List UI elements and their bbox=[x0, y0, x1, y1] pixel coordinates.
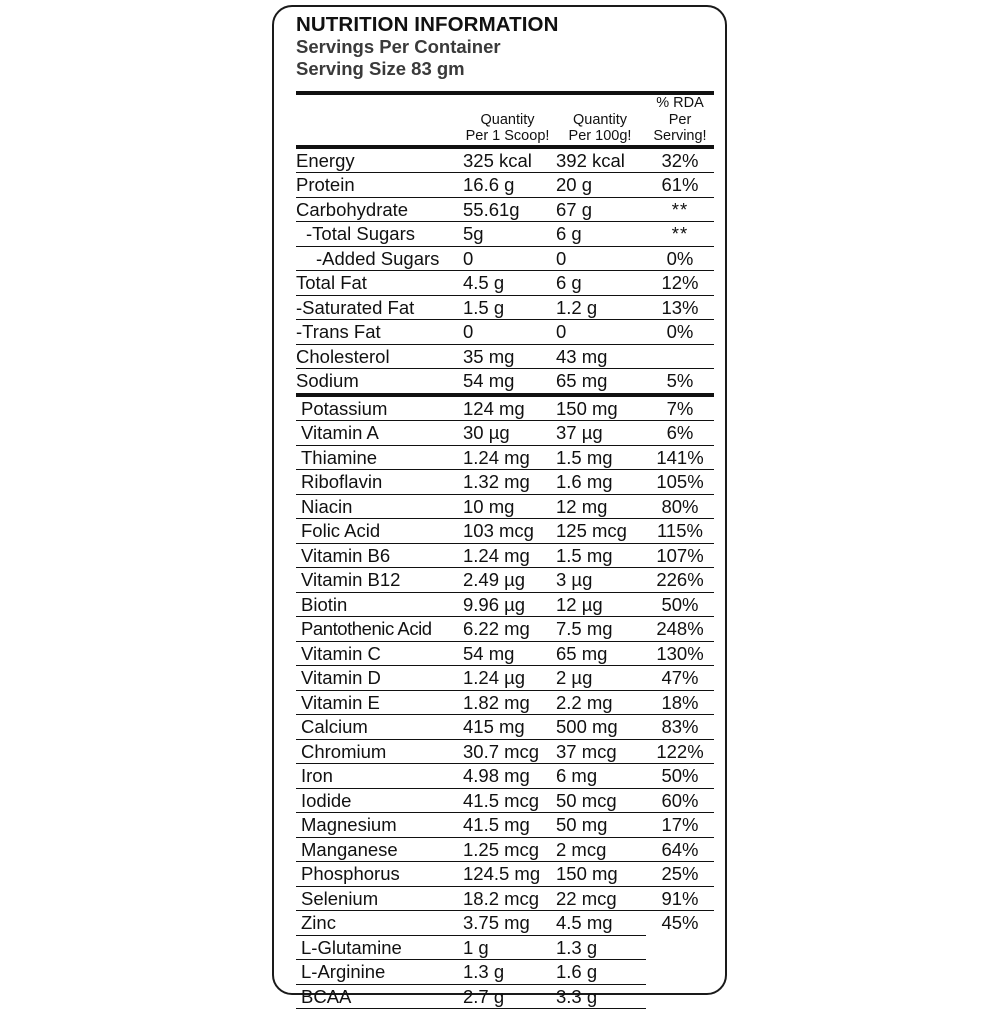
value-per-100g: 67 g bbox=[556, 198, 593, 220]
table-row bbox=[296, 886, 714, 910]
value-per-scoop: 55.61g bbox=[463, 198, 520, 220]
nutrient-name: Vitamin A bbox=[301, 422, 379, 443]
value-per-100g: 12 µg bbox=[556, 593, 603, 615]
value-per-100g: 1.2 g bbox=[556, 296, 598, 318]
value-per-scoop: 2.49 µg bbox=[463, 569, 526, 590]
value-rda-percent: 64% bbox=[661, 838, 699, 860]
column-header-per-scoop bbox=[461, 93, 554, 145]
value-rda-percent: 122% bbox=[656, 740, 704, 762]
value-per-scoop: 3.75 mg bbox=[463, 912, 530, 933]
value-per-scoop: 54 mg bbox=[463, 370, 515, 391]
value-per-scoop: 1.24 mg bbox=[463, 446, 530, 468]
value-per-scoop: 10 mg bbox=[463, 495, 515, 517]
value-rda-percent: 5% bbox=[666, 370, 694, 391]
table-row bbox=[296, 271, 714, 295]
value-per-100g: 50 mg bbox=[556, 814, 608, 835]
value-per-scoop: 4.5 g bbox=[463, 272, 505, 293]
value-per-100g: 37 mcg bbox=[556, 740, 617, 762]
nutrient-name: Protein bbox=[296, 174, 355, 195]
table-row bbox=[296, 837, 714, 861]
nutrient-name: -Saturated Fat bbox=[296, 296, 415, 318]
nutrient-name: Zinc bbox=[301, 912, 336, 933]
value-rda-percent: 60% bbox=[661, 789, 699, 811]
value-rda-percent bbox=[646, 960, 714, 984]
nutrient-name: Vitamin D bbox=[301, 667, 381, 688]
value-per-100g: 1.3 g bbox=[556, 936, 598, 958]
table-row bbox=[296, 197, 714, 221]
value-per-100g: 3.3 g bbox=[556, 985, 598, 1007]
value-rda-percent: 47% bbox=[661, 667, 699, 688]
value-rda-percent: 32% bbox=[661, 149, 699, 171]
value-per-100g: 2.2 mg bbox=[556, 691, 613, 713]
nutrient-name: Chromium bbox=[301, 740, 387, 762]
value-per-scoop: 18.2 mcg bbox=[463, 887, 540, 909]
table-row bbox=[296, 764, 714, 788]
table-row bbox=[296, 592, 714, 616]
nutrient-name: BCAA bbox=[301, 985, 352, 1007]
value-per-100g: 65 mg bbox=[556, 370, 608, 391]
value-per-100g: 50 mcg bbox=[556, 789, 617, 811]
value-per-100g: 1.6 g bbox=[556, 961, 598, 982]
value-per-100g: 1.5 mg bbox=[556, 544, 613, 566]
value-rda-percent: 91% bbox=[661, 887, 699, 909]
table-row bbox=[296, 568, 714, 592]
nutrition-table bbox=[296, 86, 714, 1009]
table-row bbox=[296, 788, 714, 812]
value-per-100g: 12 mg bbox=[556, 495, 608, 517]
value-per-100g: 4.5 mg bbox=[556, 912, 613, 933]
value-per-scoop: 325 kcal bbox=[463, 149, 532, 171]
value-per-100g: 1.6 mg bbox=[556, 471, 613, 492]
column-header-rda-line2: Serving! bbox=[653, 128, 707, 144]
value-per-scoop: 124.5 mg bbox=[463, 863, 541, 884]
value-per-scoop: 6.22 mg bbox=[463, 618, 530, 639]
value-rda-percent: 141% bbox=[656, 446, 704, 468]
table-row bbox=[296, 911, 714, 935]
value-per-scoop: 2.7 g bbox=[463, 985, 505, 1007]
table-row bbox=[296, 295, 714, 319]
table-row bbox=[296, 935, 714, 959]
value-per-100g: 22 mcg bbox=[556, 887, 617, 909]
table-row bbox=[296, 715, 714, 739]
table-row bbox=[296, 617, 714, 641]
value-rda-percent: 0% bbox=[666, 247, 694, 269]
nutrient-name: Magnesium bbox=[301, 814, 397, 835]
value-per-100g: 150 mg bbox=[556, 397, 618, 419]
table-row bbox=[296, 445, 714, 469]
nutrient-name: L-Arginine bbox=[301, 961, 386, 982]
table-header-row bbox=[296, 93, 714, 145]
table-row bbox=[296, 421, 714, 445]
value-rda-percent: 18% bbox=[661, 691, 699, 713]
nutrient-name: Sodium bbox=[296, 370, 359, 391]
value-per-scoop: 5g bbox=[463, 223, 484, 244]
value-per-scoop: 1.82 mg bbox=[463, 691, 530, 713]
value-rda-percent: 83% bbox=[661, 716, 699, 737]
divider-thin bbox=[296, 1008, 714, 1009]
table-row bbox=[296, 344, 714, 368]
value-rda-percent: 107% bbox=[656, 544, 704, 566]
value-per-scoop: 41.5 mg bbox=[463, 814, 530, 835]
nutrient-name: Vitamin B6 bbox=[301, 544, 391, 566]
table-row bbox=[296, 147, 714, 173]
table-row bbox=[296, 246, 714, 270]
value-per-scoop: 124 mg bbox=[463, 397, 525, 419]
value-per-100g: 1.5 mg bbox=[556, 446, 613, 468]
value-rda-percent: 115% bbox=[657, 520, 703, 541]
column-header-per-100g-line2: Per 100g! bbox=[568, 128, 632, 144]
table-row bbox=[296, 395, 714, 421]
table-row bbox=[296, 641, 714, 665]
nutrient-name: Vitamin E bbox=[301, 691, 380, 713]
value-per-scoop: 103 mcg bbox=[463, 520, 534, 541]
value-per-scoop: 1.24 µg bbox=[463, 667, 526, 688]
table-row bbox=[296, 690, 714, 714]
nutrient-name: Potassium bbox=[301, 397, 388, 419]
table-row bbox=[296, 543, 714, 567]
value-rda-percent: 7% bbox=[666, 397, 694, 419]
value-per-scoop: 30 µg bbox=[463, 422, 510, 443]
value-rda-percent: 130% bbox=[656, 642, 704, 664]
column-header-per-scoop-line2: Per 1 Scoop! bbox=[465, 128, 550, 144]
value-per-100g: 65 mg bbox=[556, 642, 608, 664]
value-per-scoop: 54 mg bbox=[463, 642, 515, 664]
table-row bbox=[296, 862, 714, 886]
nutrient-name: Thiamine bbox=[301, 446, 378, 468]
value-per-scoop: 1.3 g bbox=[463, 961, 505, 982]
table-row bbox=[296, 519, 714, 543]
value-per-100g: 43 mg bbox=[556, 345, 608, 367]
nutrient-name: Pantothenic Acid bbox=[301, 618, 432, 639]
nutrient-name: Iodide bbox=[301, 789, 352, 811]
value-per-scoop: 41.5 mcg bbox=[463, 789, 540, 811]
value-per-scoop: 1.32 mg bbox=[463, 471, 530, 492]
value-rda-percent: 0% bbox=[666, 321, 694, 342]
nutrient-name: Cholesterol bbox=[296, 345, 390, 367]
nutrient-name: Niacin bbox=[301, 495, 353, 517]
serving-size: Serving Size 83 gm bbox=[296, 58, 465, 79]
value-per-100g: 150 mg bbox=[556, 863, 618, 884]
nutrient-name: Carbohydrate bbox=[296, 198, 409, 220]
value-per-scoop: 16.6 g bbox=[463, 174, 515, 195]
value-rda-percent: 226% bbox=[656, 569, 704, 590]
nutrition-label-panel bbox=[272, 5, 727, 1007]
value-per-scoop: 9.96 µg bbox=[463, 593, 526, 615]
value-per-scoop: 1.25 mcg bbox=[463, 838, 540, 860]
value-rda-percent: 17% bbox=[661, 814, 699, 835]
column-header-per-scoop-line1: Quantity bbox=[480, 111, 535, 128]
value-rda-percent: 12% bbox=[661, 272, 699, 293]
value-per-100g: 37 µg bbox=[556, 422, 603, 443]
value-rda-percent: 80% bbox=[661, 495, 699, 517]
column-header-per-100g-line1: Quantity bbox=[573, 111, 627, 128]
nutrient-name: Energy bbox=[296, 149, 355, 171]
value-rda-percent: 25% bbox=[661, 863, 699, 884]
value-per-100g: 6 g bbox=[556, 272, 582, 293]
column-header-per-100g bbox=[554, 93, 646, 145]
value-rda-percent: ** bbox=[671, 223, 689, 244]
value-per-scoop: 4.98 mg bbox=[463, 765, 530, 786]
value-per-100g: 6 g bbox=[556, 223, 582, 244]
column-header-rda bbox=[646, 93, 714, 145]
value-per-100g: 20 g bbox=[556, 174, 593, 195]
nutrient-name: -Total Sugars bbox=[306, 223, 415, 244]
value-per-scoop: 35 mg bbox=[463, 345, 515, 367]
table-row bbox=[296, 222, 714, 246]
value-per-100g: 3 µg bbox=[556, 569, 593, 590]
table-row bbox=[296, 320, 714, 344]
table-row bbox=[296, 494, 714, 518]
value-per-scoop: 1 g bbox=[463, 936, 489, 958]
table-row bbox=[296, 369, 714, 393]
value-per-100g: 2 µg bbox=[556, 667, 593, 688]
value-rda-percent: 248% bbox=[656, 618, 704, 639]
value-per-100g: 392 kcal bbox=[556, 149, 625, 171]
nutrient-name: Phosphorus bbox=[301, 863, 400, 884]
nutrient-name: Total Fat bbox=[296, 272, 367, 293]
nutrient-name: Riboflavin bbox=[301, 471, 383, 492]
value-per-scoop: 1.24 mg bbox=[463, 544, 530, 566]
nutrient-name: Calcium bbox=[301, 716, 368, 737]
nutrient-name: Biotin bbox=[301, 593, 348, 615]
nutrient-name: Vitamin B12 bbox=[301, 569, 401, 590]
value-rda-percent: 13% bbox=[661, 296, 699, 318]
value-rda-percent bbox=[646, 984, 714, 1008]
table-row bbox=[296, 470, 714, 494]
value-per-100g: 6 mg bbox=[556, 765, 598, 786]
value-rda-percent: 45% bbox=[661, 912, 699, 933]
table-row bbox=[296, 739, 714, 763]
table-row bbox=[296, 666, 714, 690]
value-per-scoop: 0 bbox=[463, 321, 474, 342]
page-title: NUTRITION INFORMATION bbox=[296, 13, 559, 36]
value-per-scoop: 1.5 g bbox=[463, 296, 505, 318]
nutrient-name: -Trans Fat bbox=[296, 321, 381, 342]
value-rda-percent bbox=[646, 344, 714, 368]
value-per-100g: 0 bbox=[556, 247, 567, 269]
column-header-name bbox=[296, 93, 461, 145]
table-row bbox=[296, 960, 714, 984]
nutrient-name: -Added Sugars bbox=[316, 247, 440, 269]
value-rda-percent: 61% bbox=[661, 174, 699, 195]
value-rda-percent: 6% bbox=[666, 422, 694, 443]
value-per-scoop: 30.7 mcg bbox=[463, 740, 540, 762]
value-per-scoop: 0 bbox=[463, 247, 474, 269]
value-rda-percent: 50% bbox=[661, 765, 699, 786]
value-per-100g: 0 bbox=[556, 321, 567, 342]
value-per-100g: 125 mcg bbox=[556, 520, 627, 541]
value-rda-percent bbox=[646, 935, 714, 959]
nutrient-name: Folic Acid bbox=[301, 520, 381, 541]
table-row bbox=[296, 984, 714, 1008]
nutrient-name: Manganese bbox=[301, 838, 398, 860]
nutrient-name: L-Glutamine bbox=[301, 936, 402, 958]
table-row bbox=[296, 173, 714, 197]
column-header-rda-line1: % RDA Per bbox=[656, 95, 704, 128]
value-per-scoop: 415 mg bbox=[463, 716, 525, 737]
nutrient-name: Vitamin C bbox=[301, 642, 381, 664]
value-per-100g: 500 mg bbox=[556, 716, 618, 737]
value-per-100g: 2 mcg bbox=[556, 838, 607, 860]
value-rda-percent: ** bbox=[671, 198, 689, 220]
value-rda-percent: 105% bbox=[656, 471, 704, 492]
nutrient-name: Selenium bbox=[301, 887, 379, 909]
table-row bbox=[296, 813, 714, 837]
value-per-100g: 7.5 mg bbox=[556, 618, 613, 639]
value-rda-percent: 50% bbox=[661, 593, 699, 615]
servings-per-container: Servings Per Container bbox=[296, 36, 501, 57]
nutrient-name: Iron bbox=[301, 765, 333, 786]
